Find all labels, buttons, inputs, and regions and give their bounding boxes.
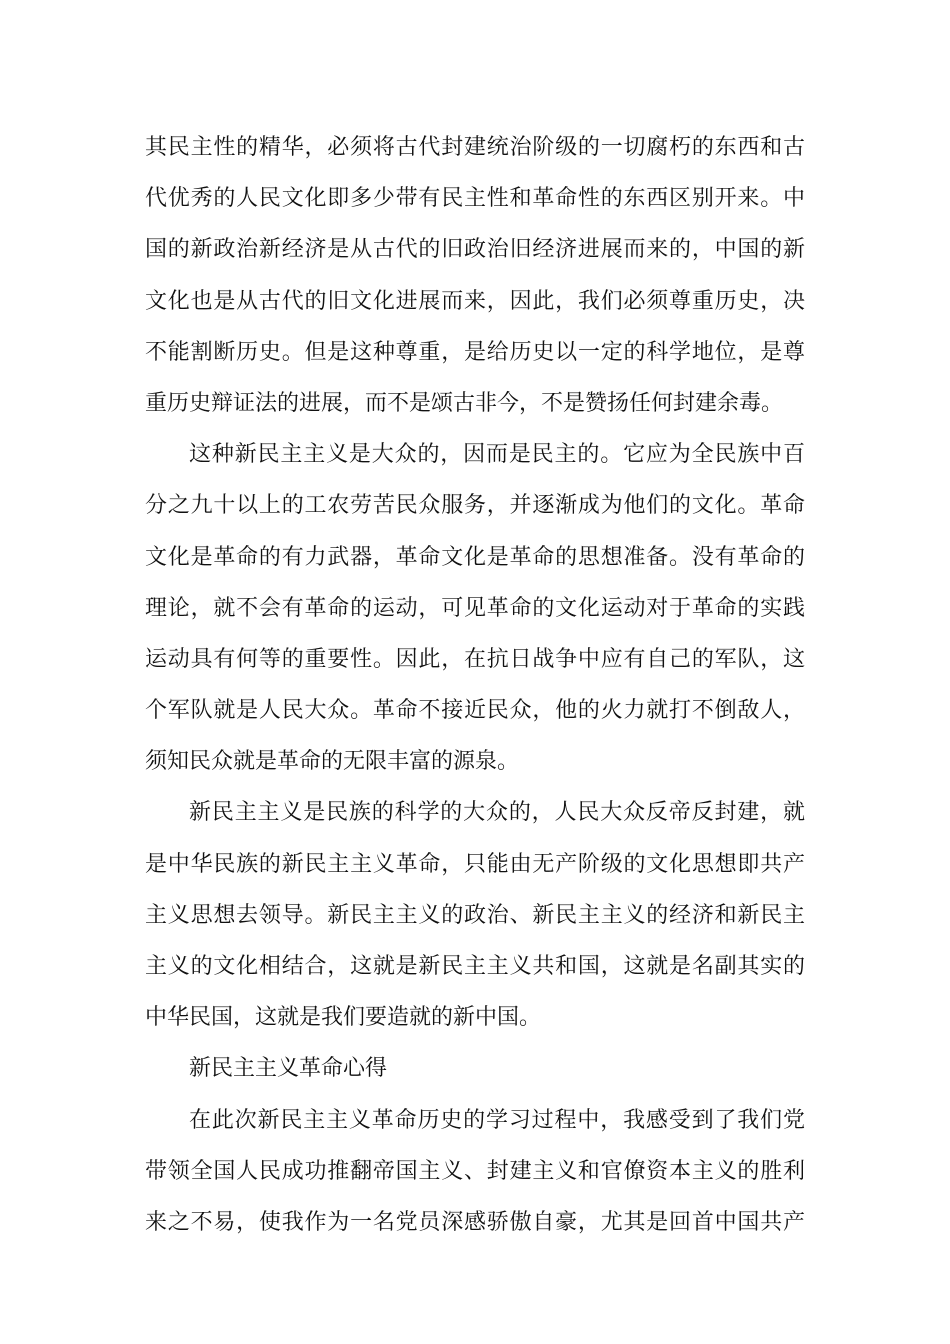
text-line: 不能割断历史。但是这种尊重，是给历史以一定的科学地位，是尊 [145, 339, 805, 365]
text-line: 文化也是从古代的旧文化进展而来，因此，我们必须尊重历史，决 [145, 288, 805, 314]
text-line: 中华民国，这就是我们要造就的新中国。 [145, 1005, 542, 1031]
paragraph-first-line: 在此次新民主主义革命历史的学习过程中，我感受到了我们党 [189, 1107, 805, 1133]
text-line: 重历史辩证法的进展，而不是颂古非今，不是赞扬任何封建余毒。 [145, 390, 784, 416]
text-line: 带领全国人民成功推翻帝国主义、封建主义和官僚资本主义的胜利 [145, 1158, 805, 1184]
text-line: 分之九十以上的工农劳苦民众服务，并逐渐成为他们的文化。革命 [145, 493, 805, 519]
text-line: 须知民众就是革命的无限丰富的源泉。 [145, 749, 520, 775]
paragraph-first-line: 新民主主义是民族的科学的大众的，人民大众反帝反封建，就 [189, 800, 805, 826]
text-line: 代优秀的人民文化即多少带有民主性和革命性的东西区别开来。中 [145, 186, 805, 212]
text-line: 运动具有何等的重要性。因此，在抗日战争中应有自己的军队，这 [145, 646, 805, 672]
text-line: 主义思想去领导。新民主主义的政治、新民主主义的经济和新民主 [145, 902, 805, 928]
text-line: 个军队就是人民大众。革命不接近民众，他的火力就打不倒敌人， [145, 698, 805, 724]
paragraph-first-line: 这种新民主主义是大众的，因而是民主的。它应为全民族中百 [189, 442, 805, 468]
document-body [145, 122, 805, 1248]
text-line: 来之不易，使我作为一名党员深感骄傲自豪，尤其是回首中国共产 [145, 1209, 805, 1235]
text-line: 是中华民族的新民主主义革命，只能由无产阶级的文化思想即共产 [145, 851, 805, 877]
text-line: 国的新政治新经济是从古代的旧政治旧经济进展而来的，中国的新 [145, 237, 805, 263]
paragraph-first-line: 新民主主义革命心得 [189, 1056, 388, 1082]
text-line: 其民主性的精华，必须将古代封建统治阶级的一切腐朽的东西和古 [145, 135, 805, 160]
text-line: 文化是革命的有力武器，革命文化是革命的思想准备。没有革命的 [145, 544, 805, 570]
text-line: 理论，就不会有革命的运动，可见革命的文化运动对于革命的实践 [145, 595, 805, 621]
text-line: 主义的文化相结合，这就是新民主主义共和国，这就是名副其实的 [145, 954, 805, 979]
